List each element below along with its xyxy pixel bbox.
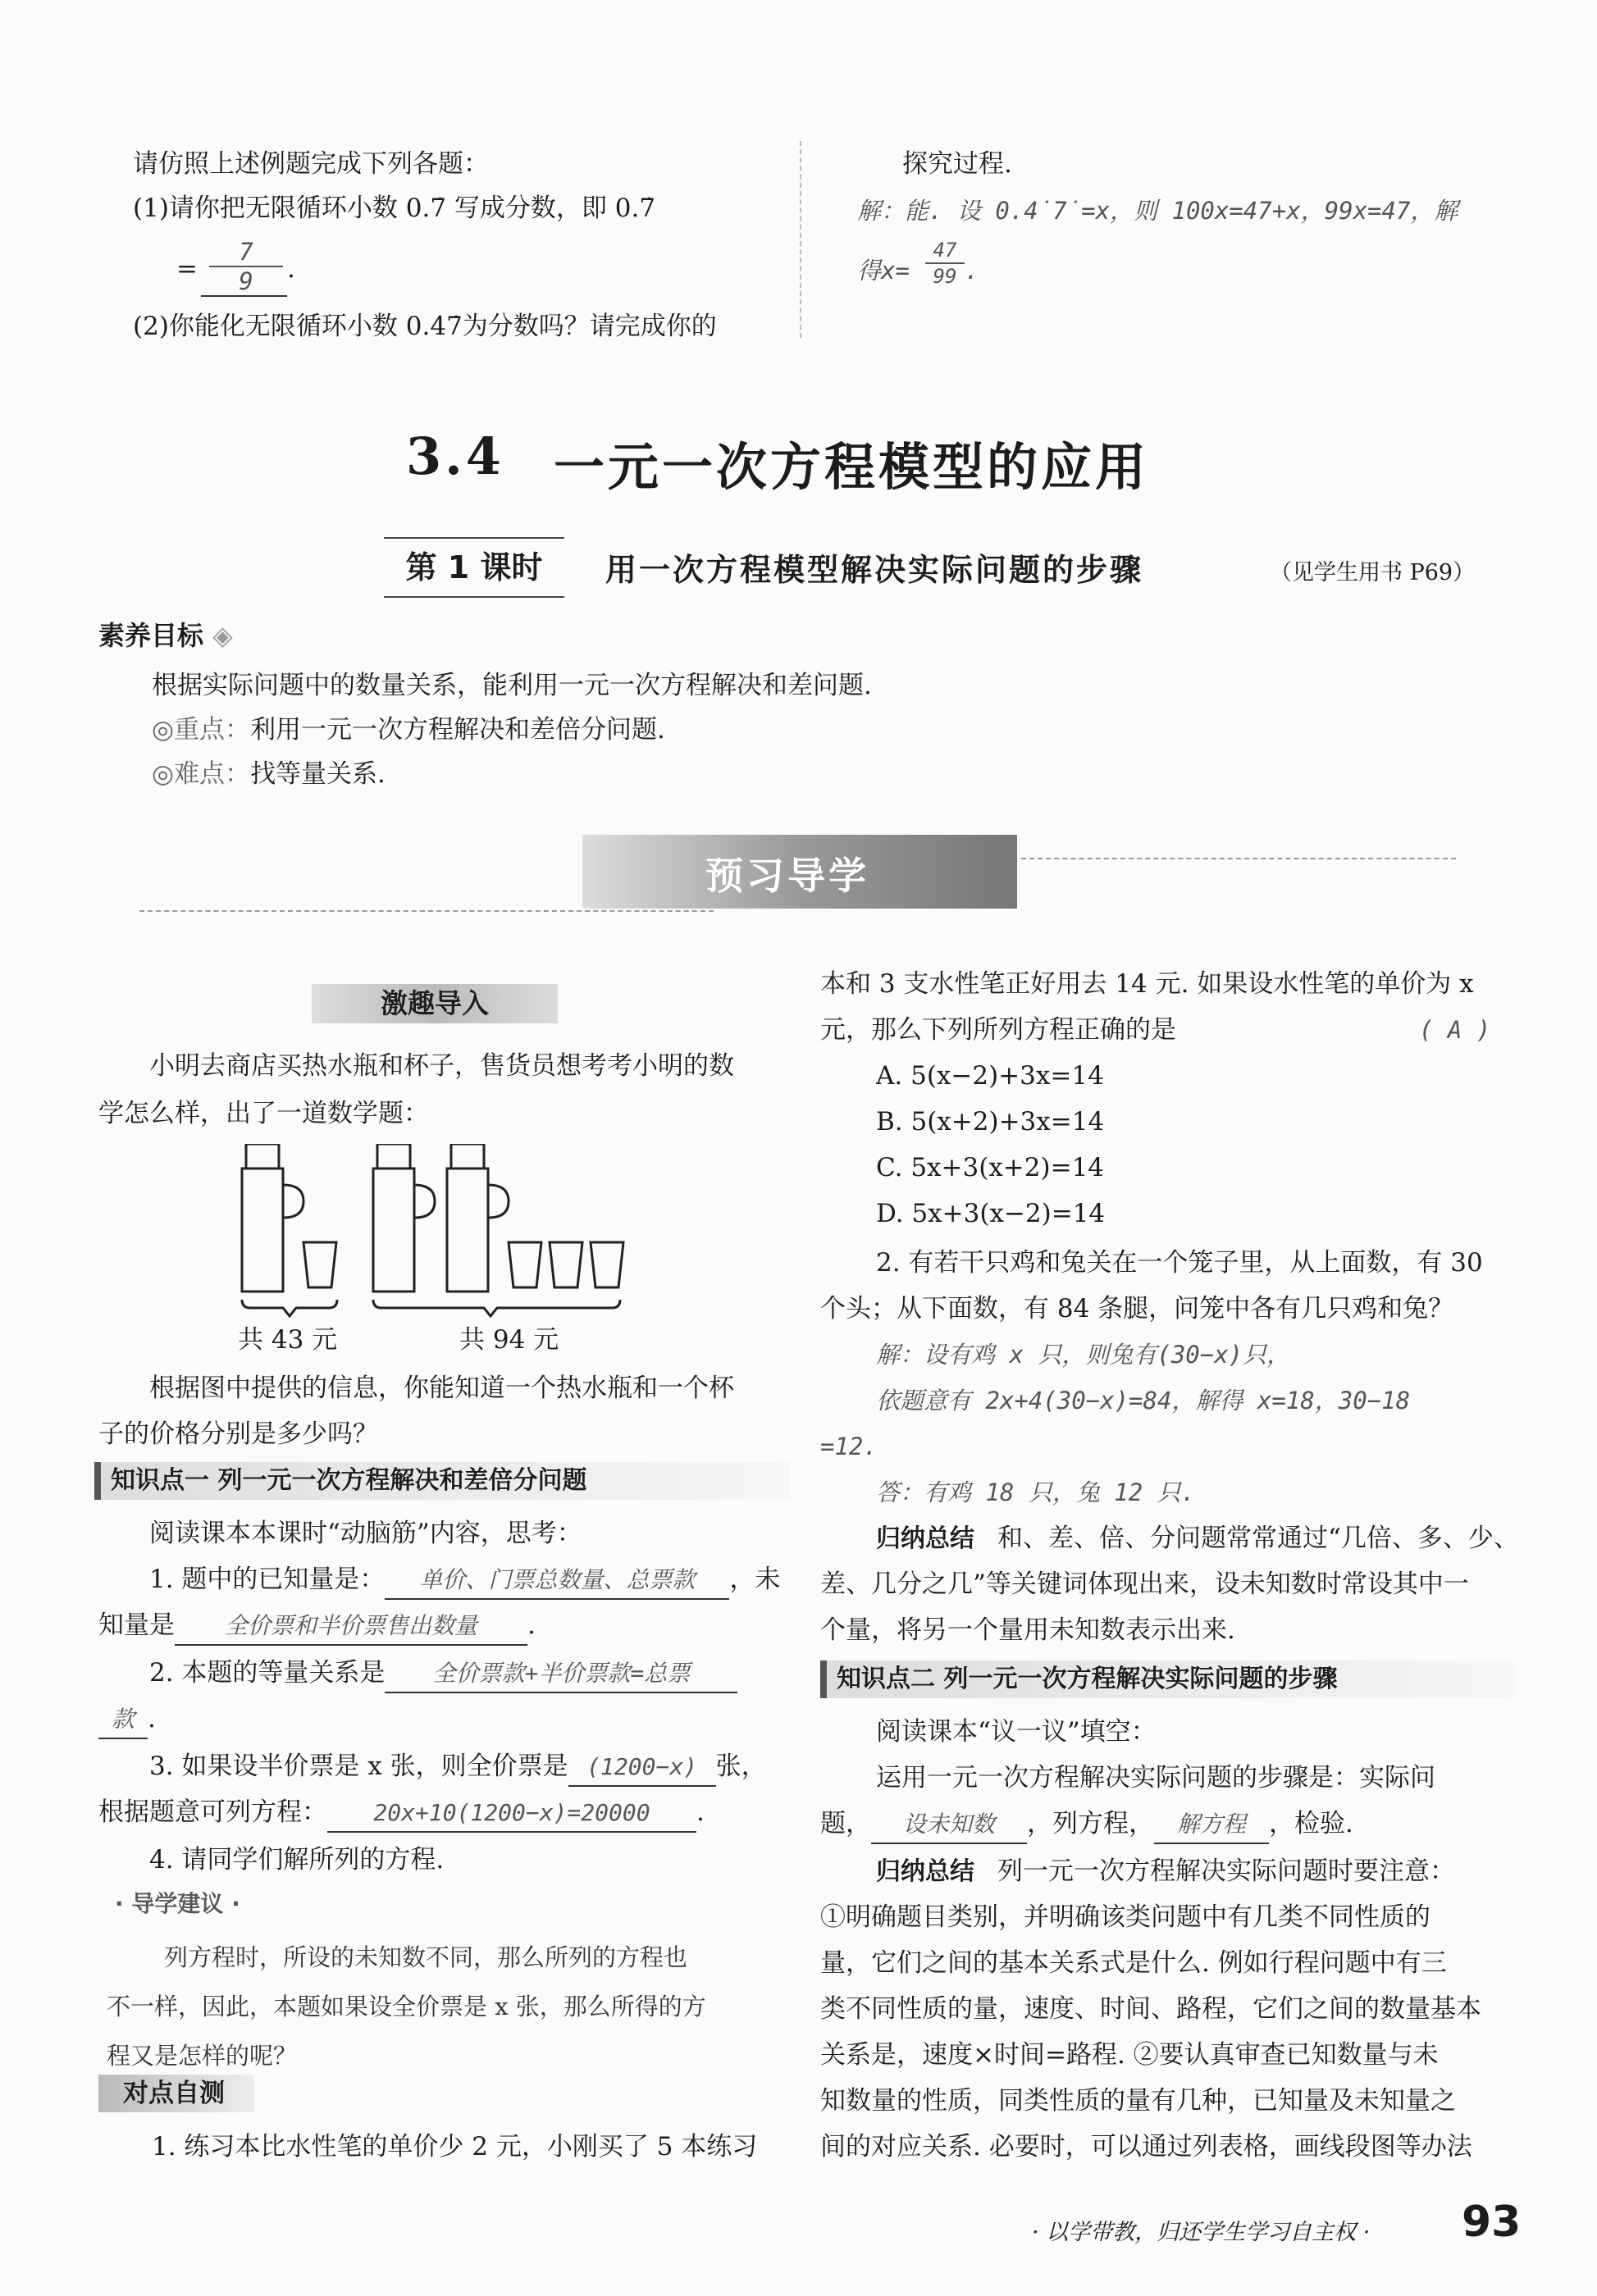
q1-known-blank: 单价、门票总数量、总票款: [385, 1562, 729, 1600]
goals-line1: 根据实际问题中的数量关系，能利用一元一次方程解决和差问题.: [152, 671, 872, 700]
difficulty-label: ◎难点：: [152, 759, 251, 789]
brace: [373, 1300, 620, 1316]
tip-body: [107, 1935, 706, 2078]
thermos-body: [242, 1168, 283, 1292]
column-divider: [800, 141, 801, 338]
tip-label: · 导学建议 ·: [115, 1890, 240, 1917]
q1-unknown-label: 知量是: [98, 1610, 175, 1640]
summary2-line1: [876, 1848, 1455, 1895]
section-number: 3.4: [406, 426, 504, 486]
steps-prefix: 题，: [820, 1809, 871, 1838]
top-answer-line1: 解：能. 设 0.4̇7̇=x，则 100x=47+x，99x=47，解: [857, 197, 1458, 225]
left-p1: 小明去商店买热水瓶和杯子，售货员想考考小明的数: [149, 1051, 734, 1081]
kp2-bar: [820, 1660, 1516, 1698]
steps-suffix: ，检验.: [1269, 1809, 1353, 1838]
steps-line1: 运用一元一次方程解决实际问题的步骤是：实际问: [876, 1763, 1435, 1793]
q1-line: [149, 1556, 780, 1602]
page-number: 93: [1462, 2198, 1522, 2247]
caption-43: 共 43 元: [238, 1325, 338, 1355]
banner-line-left: [139, 910, 714, 912]
kp1-bar: [94, 1462, 790, 1500]
period: .: [527, 1610, 536, 1640]
top-q1-text: (1)请你把无限循环小数 0.7̇ 写成分数，即 0.7̇: [133, 194, 656, 223]
top-q2-text: (2)你能化无限循环小数 0.4̇7̇为分数吗？请完成你的: [133, 312, 717, 341]
q3-line: [149, 1743, 767, 1789]
goals-difficulty: [152, 751, 386, 797]
top-q2-cont: 探究过程.: [902, 149, 1012, 179]
left-p2b: 子的价格分别是多少吗？: [98, 1419, 378, 1449]
kp2-title: 知识点二 列一元一次方程解决实际问题的步骤: [837, 1665, 1338, 1693]
summary2-line7: 间的对应关系. 必要时，可以通过列表格，画线段图等办法: [820, 2132, 1472, 2162]
banner-line-right: [1021, 858, 1456, 859]
difficulty-text: 找等量关系.: [250, 759, 386, 789]
q3-equation-blank: 20x+10(1200−x)=20000: [327, 1795, 696, 1833]
summary2-line6: 知数量的性质，同类性质的量有几种，已知量及未知量之: [820, 2086, 1456, 2116]
thermos-cap: [246, 1144, 279, 1168]
period: .: [148, 1704, 156, 1733]
q3-line2: [98, 1789, 705, 1835]
q3-label: 3. 如果设半价票是 x 张，则全价票是: [149, 1752, 568, 1781]
goals-label-text: 素养目标: [98, 620, 204, 651]
summary1-text: 和、差、倍、分问题常常通过“几倍、多、少、: [997, 1524, 1519, 1553]
summary2-line2: ①明确题目类别，并明确该类问题中有几类不同性质的: [820, 1902, 1430, 1932]
brace: [242, 1300, 337, 1316]
ex1-cont1: 本和 3 支水性笔正好用去 14 元. 如果设水性笔的单价为 x: [820, 969, 1474, 999]
period: .: [287, 254, 295, 284]
banner-box: [582, 835, 1017, 909]
q3-equation-label: 根据题意可列方程：: [98, 1797, 327, 1827]
ex2-solution2: 依题意有 2x+4(30−x)=84，解得 x=18，30−18: [876, 1387, 1411, 1414]
fraction-denominator: 9: [239, 267, 253, 295]
option-d: D. 5x+3(x−2)=14: [876, 1199, 1106, 1228]
self-test-box: [98, 2075, 254, 2112]
q3-blank: (1200−x): [568, 1749, 716, 1787]
lesson-ref: （见学生用书 P69）: [1270, 560, 1476, 585]
top-answer-fraction: [925, 238, 965, 289]
steps-blank2: 解方程: [1154, 1806, 1269, 1844]
caption-94: 共 94 元: [459, 1325, 559, 1355]
summary1-line2: 差、几分之几”等关键词体现出来，设未知数时常设其中一: [820, 1569, 1469, 1599]
option-b: B. 5(x+2)+3x=14: [876, 1107, 1105, 1137]
left-p1b: 学怎么样，出了一道数学题：: [98, 1099, 429, 1128]
q2-blank: 全价票款+半价票款=总票: [385, 1656, 737, 1693]
read-instruction: 阅读课本本课时“动脑筋”内容，思考：: [149, 1519, 582, 1548]
ex2-line1: 2. 有若干只鸡和兔关在一个笼子里，从上面数，有 30: [876, 1248, 1483, 1278]
tip-line2: 不一样，因此，本题如果设全价票是 x 张，那么所得的方: [107, 1993, 706, 2020]
fraction-numerator: 7: [209, 238, 283, 267]
lesson-title: 用一次方程模型解决实际问题的步骤: [605, 552, 1144, 588]
intro-header: 激趣导入: [381, 987, 489, 1019]
diamond-icon: ◈: [203, 620, 233, 651]
option-a: A. 5(x−2)+3x=14: [876, 1061, 1104, 1091]
footer-motto: · 以学带教，归还学生学习自主权 ·: [1032, 2220, 1371, 2245]
banner-title: 预习导学: [705, 854, 869, 898]
q4-line: 4. 请同学们解所列的方程.: [149, 1845, 445, 1875]
thermos-cups-illustration: [230, 1144, 656, 1332]
lesson-label: 第 1 课时: [405, 549, 543, 585]
fraction-denominator: 99: [933, 265, 957, 288]
kp1-title: 知识点一 列一元一次方程解决和差倍分问题: [111, 1466, 587, 1495]
steps-mid: ，列方程，: [1027, 1809, 1154, 1838]
top-intro: 请仿照上述例题完成下列各题：: [133, 149, 489, 179]
top-q1-fraction: [209, 238, 283, 295]
summary2-text: 列一元一次方程解决实际问题时要注意：: [997, 1856, 1455, 1886]
q1-unknown-blank: 全价票和半价票售出数量: [175, 1608, 527, 1646]
ex1-answer: ( A ): [1419, 1016, 1491, 1044]
ex2-solution4: 答：有鸡 18 只，兔 12 只.: [876, 1478, 1196, 1506]
read2-instruction: 阅读课本“议一议”填空：: [876, 1717, 1157, 1747]
q1-label: 1. 题中的已知量是：: [149, 1565, 386, 1594]
goals-label: [98, 615, 233, 653]
summary1-line1: [876, 1515, 1519, 1562]
key-label: ◎重点：: [152, 715, 251, 745]
period: .: [696, 1797, 705, 1827]
summary2-line3: 量，它们之间的基本关系式是什么. 例如行程问题中有三: [820, 1948, 1447, 1978]
exercise1-start: 1. 练习本比水性笔的单价少 2 元，小刚买了 5 本练习: [152, 2132, 758, 2162]
tip-line3: 程又是怎样的呢？: [107, 2042, 298, 2070]
ex2-solution3: =12.: [820, 1433, 878, 1460]
ex2-solution1: 解：设有鸡 x 只，则兔有(30−x)只，: [876, 1341, 1291, 1369]
q2-line: [149, 1650, 737, 1696]
summary2-line4: 类不同性质的量，速度、时间、路程，它们之间的数量基本: [820, 1994, 1481, 2024]
ex2-line2: 个头；从下面数，有 84 条腿，问笼中各有几只鸡和兔？: [820, 1294, 1454, 1323]
q1-suffix: ，未: [729, 1565, 781, 1594]
top-answer-line2: 得x=: [857, 257, 910, 285]
q1-line2: [98, 1602, 536, 1648]
steps-line2: [820, 1801, 1353, 1847]
lesson-box: [384, 537, 564, 598]
top-q1-eq: =: [176, 254, 198, 284]
answer-underline: [201, 295, 287, 297]
q2-blank-cont: 款: [98, 1702, 148, 1739]
thermos-handle: [283, 1185, 303, 1218]
left-p2: 根据图中提供的信息，你能知道一个热水瓶和一个杯: [149, 1374, 734, 1403]
period: .: [965, 257, 979, 285]
cup: [303, 1242, 336, 1287]
q3-suffix: 张，: [715, 1752, 767, 1781]
summary1-line3: 个量，将另一个量用未知数表示出来.: [820, 1615, 1235, 1645]
steps-blank1: 设未知数: [871, 1806, 1027, 1844]
section-title: 一元一次方程模型的应用: [554, 437, 1150, 497]
option-c: C. 5x+3(x+2)=14: [876, 1153, 1105, 1182]
goals-key: [152, 707, 665, 753]
q2-line2: [98, 1696, 156, 1742]
summary2-label: 归纳总结: [876, 1857, 974, 1886]
q2-label: 2. 本题的等量关系是: [149, 1658, 386, 1688]
tip-line1: 列方程时，所设的未知数不同，那么所列的方程也: [164, 1943, 688, 1971]
fraction-numerator: 47: [925, 238, 965, 264]
key-text: 利用一元一次方程解决和差倍分问题.: [250, 715, 665, 745]
summary2-line5: 关系是，速度×时间=路程. ②要认真审查已知数量与未: [820, 2040, 1439, 2070]
ex1-cont2: 元，那么下列所列方程正确的是: [820, 1015, 1176, 1045]
self-test-label: 对点自测: [123, 2079, 225, 2108]
intro-header-box: [312, 984, 558, 1023]
summary1-label: 归纳总结: [876, 1524, 974, 1553]
